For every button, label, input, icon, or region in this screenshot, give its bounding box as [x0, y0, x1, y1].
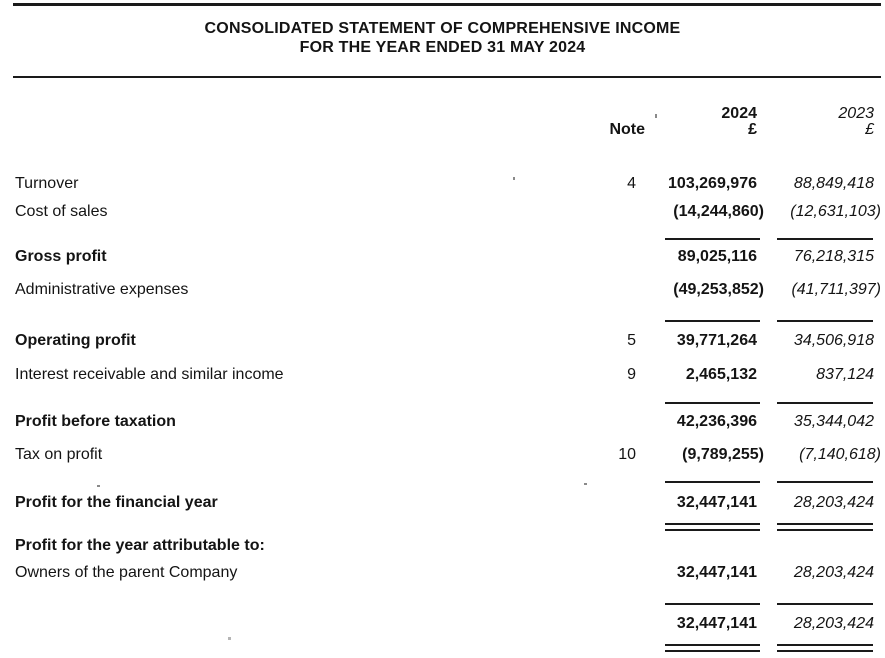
- column-header-units: [0, 120, 885, 140]
- row-label: Cost of sales: [15, 203, 108, 220]
- top-rule: [13, 3, 881, 6]
- note-ref: 5: [627, 332, 636, 349]
- value-2024: 42,236,396: [676, 413, 757, 430]
- row-label: Owners of the parent Company: [15, 564, 238, 581]
- value-2023: 837,124: [816, 366, 874, 383]
- value-2024: 2,465,132: [685, 366, 757, 383]
- value-2024: 89,025,116: [677, 248, 757, 265]
- value-2023: 34,506,918: [793, 332, 874, 349]
- row-label: Tax on profit: [15, 446, 103, 463]
- subtotal-rule-2023: [777, 320, 873, 322]
- header-rule: [13, 76, 881, 78]
- row-administrative-expenses: [0, 280, 885, 300]
- total-double-rule-2023: [777, 644, 873, 652]
- header-year-2024: 2024: [721, 105, 757, 122]
- row-tax-on-profit: [0, 445, 885, 465]
- value-2023: (12,631,103): [790, 203, 881, 220]
- scan-speck: [584, 483, 587, 485]
- value-2024: 32,447,141: [676, 494, 757, 511]
- row-label: Profit for the financial year: [15, 494, 218, 511]
- value-2023: 28,203,424: [793, 494, 874, 511]
- total-double-rule-2023: [777, 523, 873, 531]
- value-2023: 28,203,424: [793, 564, 874, 581]
- page-title-line1: CONSOLIDATED STATEMENT OF COMPREHENSIVE INCOME: [204, 20, 681, 37]
- row-attributable-total: [0, 614, 885, 634]
- subtotal-rule-2024: [665, 238, 760, 240]
- row-owners-of-parent: [0, 563, 885, 583]
- subtotal-rule-2023: [777, 402, 873, 404]
- row-operating-profit: [0, 331, 885, 351]
- subtotal-rule-2023: [777, 481, 873, 483]
- subtotal-rule-2024: [665, 320, 760, 322]
- row-label: Interest receivable and similar income: [15, 366, 284, 383]
- row-turnover: [0, 174, 885, 194]
- value-2023: 28,203,424: [793, 615, 874, 632]
- scan-speck: [513, 177, 515, 180]
- row-label: Administrative expenses: [15, 281, 189, 298]
- subtotal-rule-2024: [665, 402, 760, 404]
- note-ref: 10: [618, 446, 636, 463]
- value-2023: 35,344,042: [793, 413, 874, 430]
- row-profit-for-financial-year: [0, 493, 885, 513]
- subtotal-rule-2024: [665, 603, 760, 605]
- header-currency-2023: £: [865, 121, 874, 138]
- total-double-rule-2024: [665, 523, 760, 531]
- value-2023: 76,218,315: [793, 248, 874, 265]
- value-2024: (9,789,255): [682, 446, 764, 463]
- value-2024: 32,447,141: [676, 564, 757, 581]
- row-gross-profit: [0, 247, 885, 267]
- header-currency-2024: £: [748, 121, 757, 138]
- total-double-rule-2024: [665, 644, 760, 652]
- row-label: Operating profit: [15, 332, 136, 349]
- scan-speck: [228, 637, 231, 640]
- value-2024: 39,771,264: [676, 332, 757, 349]
- value-2023: 88,849,418: [793, 175, 874, 192]
- page-title-line2: FOR THE YEAR ENDED 31 MAY 2024: [299, 39, 586, 56]
- subtotal-rule-2023: [777, 603, 873, 605]
- scan-speck: [97, 485, 100, 487]
- row-profit-before-taxation: [0, 412, 885, 432]
- row-cost-of-sales: [0, 202, 885, 222]
- scan-speck: [655, 114, 657, 118]
- page-title: [0, 19, 885, 57]
- header-note: Note: [609, 121, 645, 138]
- value-2023: (41,711,397): [791, 281, 881, 298]
- row-label: Gross profit: [15, 248, 107, 265]
- value-2024: 103,269,976: [668, 175, 757, 192]
- row-label: Profit before taxation: [15, 413, 176, 430]
- value-2023: (7,140,618): [799, 446, 881, 463]
- value-2024: 32,447,141: [676, 615, 757, 632]
- row-label: Turnover: [15, 175, 79, 192]
- subtotal-rule-2023: [777, 238, 873, 240]
- note-ref: 9: [627, 366, 636, 383]
- row-label: Profit for the year attributable to:: [15, 537, 265, 554]
- subtotal-rule-2024: [665, 481, 760, 483]
- value-2024: (14,244,860): [673, 203, 764, 220]
- header-year-2023: 2023: [838, 105, 874, 122]
- row-interest-receivable: [0, 365, 885, 385]
- row-attributable-heading: [0, 536, 885, 556]
- value-2024: (49,253,852): [673, 281, 764, 298]
- note-ref: 4: [627, 175, 636, 192]
